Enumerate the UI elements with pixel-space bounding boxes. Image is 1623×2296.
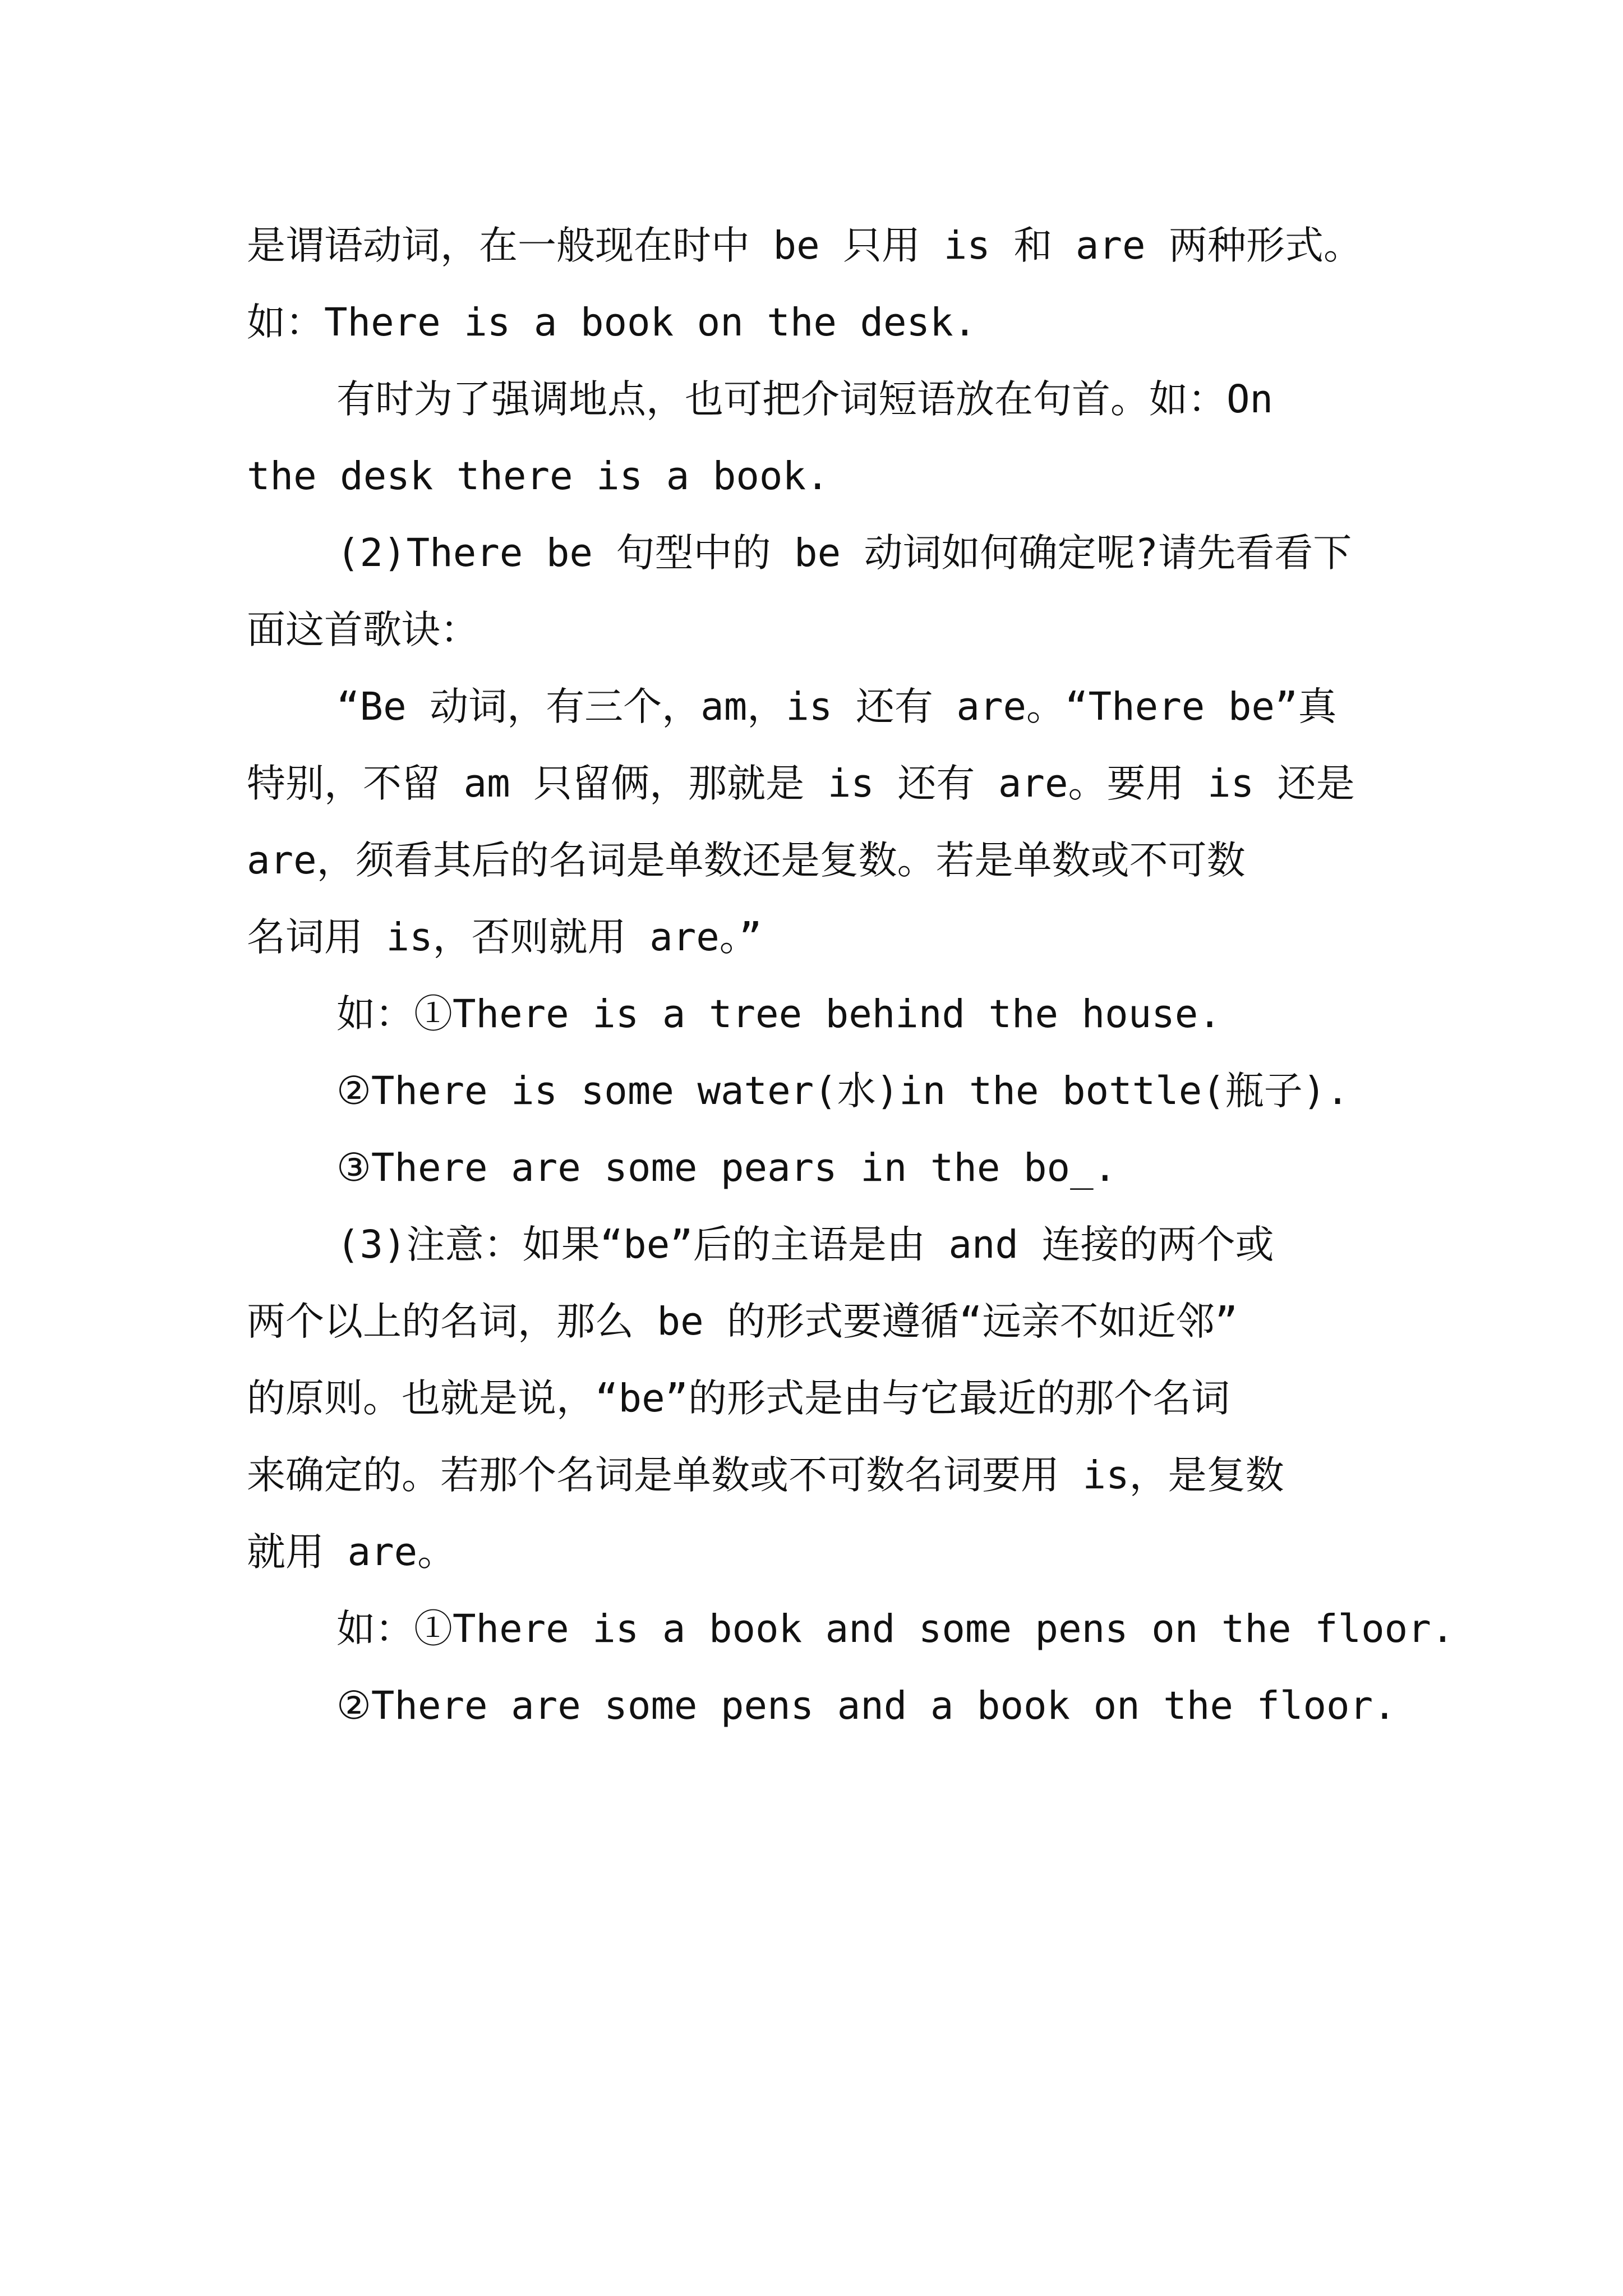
text-line: are，须看其后的名词是单数还是复数。若是单数或不可数 [247,838,1246,883]
text-line: 的原则。也就是说，“be”的形式是由与它最近的那个名词 [247,1376,1230,1421]
text-line: 有时为了强调地点，也可把介词短语放在句首。如：On [336,377,1274,422]
text-line: 名词用 is，否则就用 are。” [247,915,762,960]
text-line: 来确定的。若那个名词是单数或不可数名词要用 is，是复数 [247,1453,1284,1498]
text-line: (2)There be 句型中的 be 动词如何确定呢?请先看看下 [336,531,1352,576]
document-body [247,208,1455,1745]
text-line: 面这首歌诀： [247,608,479,652]
text-line: 如：There is a book on the desk. [247,300,977,345]
text-line: the desk there is a book. [247,454,829,499]
example-line: ②There are some pens and a book on the floor. [336,1683,1396,1728]
text-line: 特别，不留 am 只留俩，那就是 is 还有 are。要用 is 还是 [247,761,1355,806]
text-line: 是谓语动词，在一般现在时中 be 只用 is 和 are 两种形式。 [247,223,1363,268]
text-line: “Be 动词，有三个，am，is 还有 are。“There be”真 [336,684,1337,729]
example-line: ②There is some water(水)in the bottle(瓶子). [336,1069,1349,1114]
example-line: ③There are some pears in the bo_. [336,1145,1117,1190]
text-line: 两个以上的名词，那么 be 的形式要遵循“远亲不如近邻” [247,1299,1238,1344]
example-line: 如：①There is a tree behind the house. [336,992,1221,1037]
example-line: 如：①There is a book and some pens on the floor. [336,1607,1455,1651]
text-line: (3)注意：如果“be”后的主语是由 and 连接的两个或 [336,1222,1274,1267]
text-line: 就用 are。 [247,1530,457,1575]
